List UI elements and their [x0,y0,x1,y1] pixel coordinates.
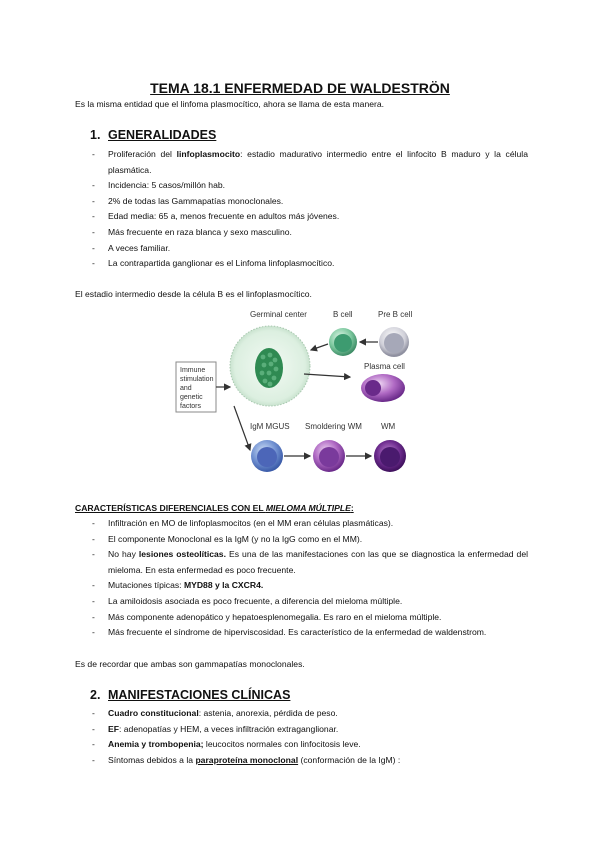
immune-box-line-2: stimulation [180,376,214,383]
section2-heading [90,688,290,702]
list-item: - EF: adenopatías y HEM, a veces infiltración extraganglionar. [92,722,528,738]
list-item: - Más frecuente en raza blanca y sexo masculino. [92,225,528,241]
wm-label: WM [381,422,396,431]
list-item: - 2% de todas las Gammapatías monoclonales. [92,194,528,210]
list-item: - Edad media: 65 a, menos frecuente en adultos más jóvenes. [92,209,528,225]
list-item: - El componente Monoclonal es la IgM (y no la IgG como en el MM). [92,532,528,548]
list-item: - A veces familiar. [92,241,528,257]
section1-title: GENERALIDADES [108,128,217,142]
b-cell-nucleus [334,334,352,352]
plasma-cell-nucleus [365,380,381,396]
list-item: - Más frecuente el síndrome de hiperviscosidad. Es característico de la enfermedad de waldenstrom. [92,625,528,641]
immune-box-line-4: genetic [180,394,203,401]
germinal-center-label: Germinal center [250,310,307,319]
list-item: - Mutaciones típicas: MYD88 y la CXCR4. [92,578,528,594]
plasma-cell-label: Plasma cell [364,362,405,371]
list-item: - Anemia y trombopenia; leucocitos normales con linfocitosis leve. [92,737,528,753]
igm-mgus-label: IgM MGUS [250,422,290,431]
immune-box-line-5: factors [180,403,202,410]
section1-number: 1. [90,128,101,142]
smoldering-wm-nucleus [319,447,339,467]
section2-list [92,706,528,768]
differential-title: CARACTERÍSTICAS DIFERENCIALES CON EL MIELOMA MÚLTIPLE: [75,503,354,513]
section2-title: MANIFESTACIONES CLÍNICAS [108,688,291,702]
arrow-germinal-to-plasma [304,374,350,377]
arrow-box-to-igm-mgus [234,406,250,450]
list-item: - Infiltración en MO de linfoplasmocitos (en el MM eran células plasmáticas). [92,516,528,532]
pre-b-cell-nucleus [384,333,404,353]
arrow-b-to-germinal [311,344,328,350]
list-item: - La amiloidosis asociada es poco frecuente, a diferencia del mieloma múltiple. [92,594,528,610]
section1-list [92,147,528,272]
monoclonal-note: Es de recordar que ambas son gammapatías monoclonales. [75,659,305,669]
b-cell-label: B cell [333,310,353,319]
list-item: - Cuadro constitucional: astenia, anorexia, pérdida de peso. [92,706,528,722]
list-item: - La contrapartida ganglionar es el Linfoma linfoplasmocítico. [92,256,528,272]
section1-heading [90,128,216,142]
list-item: - Proliferación del linfoplasmocito: estadio madurativo intermedio entre el linfocito B maduro y la célula plasmática. [92,147,528,178]
cell-differentiation-figure [172,302,434,482]
differential-list [92,516,528,641]
intro-text: Es la misma entidad que el linfoma plasmocítico, ahora se llama de esta manera. [75,99,385,109]
immune-box-line-1: Immune [180,367,206,374]
immune-box-line-3: and [180,385,192,392]
section2-number: 2. [90,688,101,702]
list-item: - Incidencia: 5 casos/millón hab. [92,178,528,194]
smoldering-wm-label: Smoldering WM [305,422,362,431]
wm-nucleus [380,447,400,467]
stage-paragraph: El estadio intermedio desde la célula B es el linfoplasmocítico. [75,289,312,299]
igm-mgus-nucleus [257,447,277,467]
list-item: - No hay lesiones osteolíticas. Es una de las manifestaciones con las que se diagnostica la enfermedad del mieloma. En esta enfermedad es poco frecuente. [92,547,528,578]
page-title: TEMA 18.1 ENFERMEDAD DE WALDESTRÖN [150,80,450,96]
list-item: - Más componente adenopático y hepatoesplenomegalia. Es raro en el mieloma múltiple. [92,610,528,626]
list-item: - Síntomas debidos a la paraproteína monoclonal (conformación de la IgM) : [92,753,528,769]
pre-b-cell-label: Pre B cell [378,310,413,319]
